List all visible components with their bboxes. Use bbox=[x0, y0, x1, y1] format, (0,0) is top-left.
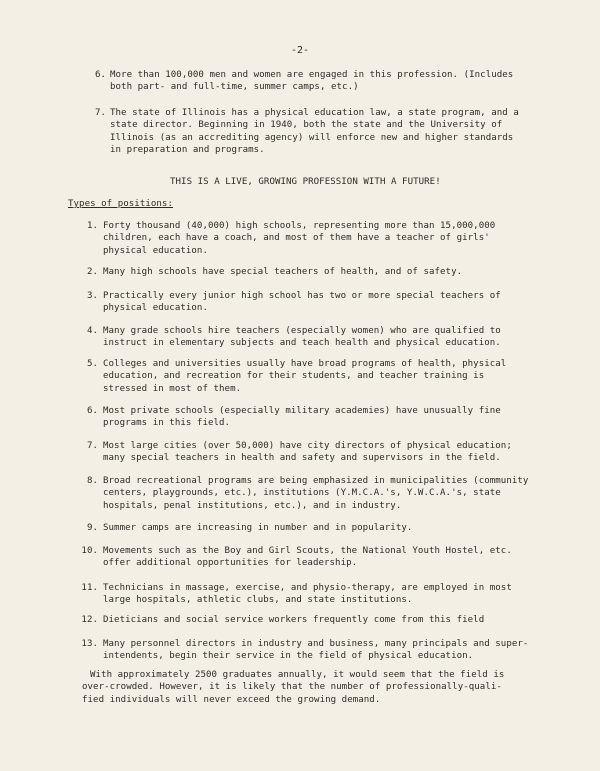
item-number: 2. bbox=[86, 267, 98, 277]
item-text-line: Broad recreational programs are being emphasized in municipalities (community bbox=[103, 476, 529, 486]
item-text-line: Most large cities (over 50,000) have city directors of physical education; bbox=[103, 441, 512, 451]
item-text-line: offer additional opportunities for leadership. bbox=[103, 558, 358, 569]
item-number: 10. bbox=[81, 546, 98, 556]
item-number: 12. bbox=[81, 615, 98, 625]
item-text-line: physical education. bbox=[103, 245, 208, 256]
item-number: 1. bbox=[86, 221, 98, 231]
item-number: 7. bbox=[86, 441, 98, 451]
item-text-line: both part- and full-time, summer camps, etc.) bbox=[110, 82, 359, 93]
item-number: 7. bbox=[94, 108, 106, 118]
item-text-line: hospitals, penal institutions, etc.), and in industry. bbox=[103, 500, 402, 511]
item-text-line: Most private schools (especially military academies) have unusually fine bbox=[103, 406, 501, 416]
item-text-line: education, and recreation for their students, and teacher training is bbox=[103, 371, 485, 382]
item-text-line: Illinois (as an accrediting agency) will enforce new and higher standards bbox=[110, 132, 514, 143]
item-number: 3. bbox=[86, 291, 98, 301]
item-number: 11. bbox=[81, 583, 98, 593]
item-text-line: many special teachers in health and safety and supervisors in the field. bbox=[103, 453, 501, 464]
item-text-line: intendents, begin their service in the field of physical education. bbox=[103, 651, 474, 662]
item-number: 8. bbox=[86, 476, 98, 486]
page-number: -2- bbox=[290, 45, 310, 56]
item-text-line: large hospitals, athletic clubs, and state institutions. bbox=[103, 595, 413, 606]
item-text-line: More than 100,000 men and women are engaged in this profession. (Includes bbox=[110, 70, 514, 80]
item-text-line: Many high schools have special teachers of health, and of safety. bbox=[103, 267, 463, 277]
section-heading: Types of positions: bbox=[68, 199, 173, 209]
item-number: 6. bbox=[86, 406, 98, 416]
item-text-line: programs in this field. bbox=[103, 418, 231, 429]
item-number: 5. bbox=[86, 359, 98, 369]
item-text-line: Forty thousand (40,000) high schools, representing more than 15,000,000 bbox=[103, 221, 496, 231]
item-number: 4. bbox=[86, 326, 98, 336]
banner-heading: THIS IS A LIVE, GROWING PROFESSION WITH A FUTURE! bbox=[170, 177, 441, 187]
item-text-line: Movements such as the Boy and Girl Scouts, the National Youth Hostel, etc. bbox=[103, 546, 512, 556]
item-text-line: physical education. bbox=[103, 303, 208, 314]
item-text-line: Colleges and universities usually have broad programs of health, physical bbox=[103, 359, 507, 369]
item-text-line: in preparation and programs. bbox=[110, 145, 265, 156]
item-text-line: Many grade schools hire teachers (especially women) who are qualified to bbox=[103, 326, 501, 336]
item-text-line: Technicians in massage, exercise, and physio-therapy, are employed in most bbox=[103, 583, 512, 593]
closing-line: fied individuals will never exceed the growing demand. bbox=[82, 694, 381, 705]
item-number: 6. bbox=[94, 70, 106, 80]
item-text-line: state director. Beginning in 1940, both the state and the University of bbox=[110, 120, 503, 131]
closing-line: over-crowded. However, it is likely that the number of professionally-quali- bbox=[82, 682, 502, 693]
item-text-line: Dieticians and social service workers frequently come from this field bbox=[103, 615, 485, 625]
item-text-line: centers, playgrounds, etc.), institutions (Y.M.C.A.'s, Y.W.C.A.'s, state bbox=[103, 488, 501, 499]
item-number: 9. bbox=[86, 523, 98, 533]
item-text-line: children, each have a coach, and most of them have a teacher of girls' bbox=[103, 233, 490, 244]
closing-line: With approximately 2500 graduates annually, it would seem that the field is bbox=[90, 670, 505, 680]
item-text-line: The state of Illinois has a physical education law, a state program, and a bbox=[110, 108, 519, 118]
item-text-line: Many personnel directors in industry and business, many principals and super- bbox=[103, 639, 529, 649]
item-text-line: stressed in most of them. bbox=[103, 383, 242, 394]
item-text-line: instruct in elementary subjects and teach health and physical education. bbox=[103, 338, 501, 349]
item-text-line: Practically every junior high school has two or more special teachers of bbox=[103, 291, 501, 301]
item-text-line: Summer camps are increasing in number and in popularity. bbox=[103, 523, 413, 533]
item-number: 13. bbox=[81, 639, 98, 649]
